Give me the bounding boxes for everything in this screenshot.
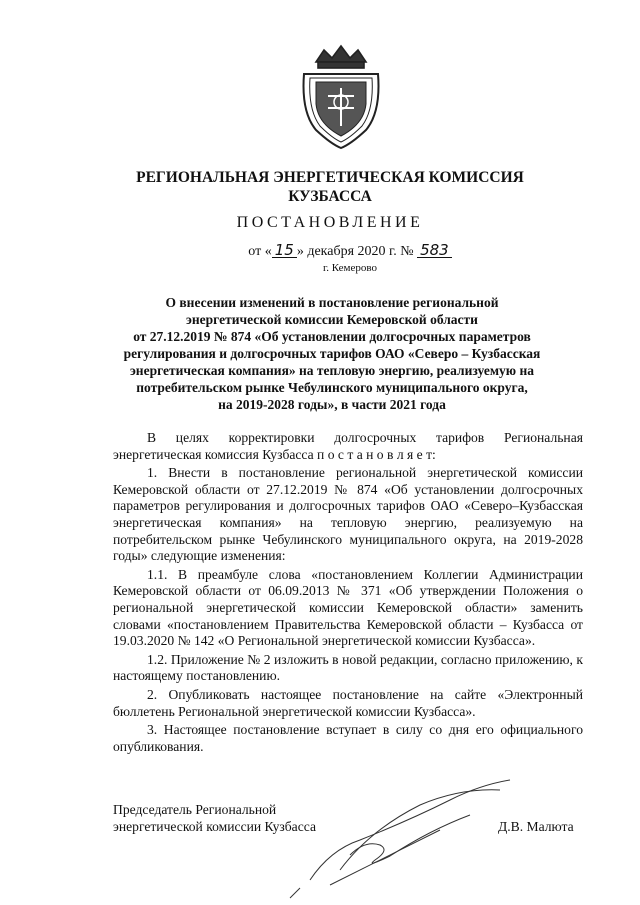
paragraph-2: 2. Опубликовать настоящее постановление на сайте «Электронный бюллетень Региональной энергетической комиссии Кузбасса». — [113, 686, 583, 719]
document-date-line — [200, 241, 500, 260]
title-line: от 27.12.2019 № 874 «Об установлении долгосрочных параметров — [133, 329, 531, 344]
document-title — [98, 294, 566, 413]
coat-of-arms-icon — [296, 42, 386, 152]
title-line: О внесении изменений в постановление региональной — [165, 295, 499, 310]
paragraph-preamble: В целях корректировки долгосрочных тарифов Региональная энергетическая комиссия Кузбасса п о с т а н о в л я е т: — [113, 430, 583, 462]
paragraph-3: 3. Настоящее постановление вступает в силу со дня его официального опубликования. — [113, 722, 583, 754]
title-line: регулирования и долгосрочных тарифов ОАО «Северо – Кузбасская — [123, 346, 541, 361]
signatory-name: Д.В. Малюта — [498, 819, 574, 834]
city: г. Кемерово — [322, 262, 378, 274]
paragraph-1: 1. Внести в постановление региональной энергетической комиссии Кемеровской области от 27.12.2019 № 874 «Об установлении долгосрочных параметров регулирования и долгосрочных тарифов ОАО «Северо–Кузбасская энергетическая компания» на тепловую энергию, реализуемую на потребительском рынке Чебулинского муниципального округа, на 2019-2028 годы» следующие изменения: — [113, 465, 583, 564]
document-number: 583 — [417, 244, 452, 258]
title-line: на 2019-2028 годы», в части 2021 года — [218, 397, 446, 412]
position-line-1: Председатель Региональной — [113, 802, 277, 817]
paragraph-1-1: 1.1. В преамбуле слова «постановлением Коллегии Администрации Кемеровской области от 06.09.2013 № 371 «Об утверждении Положения о региональной энергетической комиссии Кемеровской области» заменить словами «постановлением Правительства Кемеровской области – Кузбасса от 19.03.2020 № 142 «О Региональной энергетической комиссии Кузбасса». — [113, 566, 583, 649]
document-body — [113, 430, 583, 757]
title-line: энергетическая компания» на тепловую энергию, реализуемую на — [129, 363, 535, 378]
date-prefix: от « — [248, 244, 272, 259]
date-middle: » декабря 2020 г. № — [296, 244, 414, 259]
date-day: 15 — [272, 244, 297, 258]
handwritten-signature — [270, 760, 520, 900]
agency-line-1: РЕГИОНАЛЬНАЯ ЭНЕРГЕТИЧЕСКАЯ КОМИССИЯ — [136, 169, 524, 186]
agency-name — [120, 168, 540, 206]
title-line: энергетической комиссии Кемеровской области — [186, 312, 478, 327]
position-line-2: энергетической комиссии Кузбасса — [113, 818, 316, 834]
document-type: ПОСТАНОВЛЕНИЕ — [236, 214, 424, 231]
paragraph-1-2: 1.2. Приложение № 2 изложить в новой редакции, согласно приложению, к настоящему постановлению. — [113, 651, 583, 684]
title-line: потребительском рынке Чебулинского муниципального округа, — [136, 380, 528, 395]
agency-line-2: КУЗБАССА — [288, 188, 372, 205]
